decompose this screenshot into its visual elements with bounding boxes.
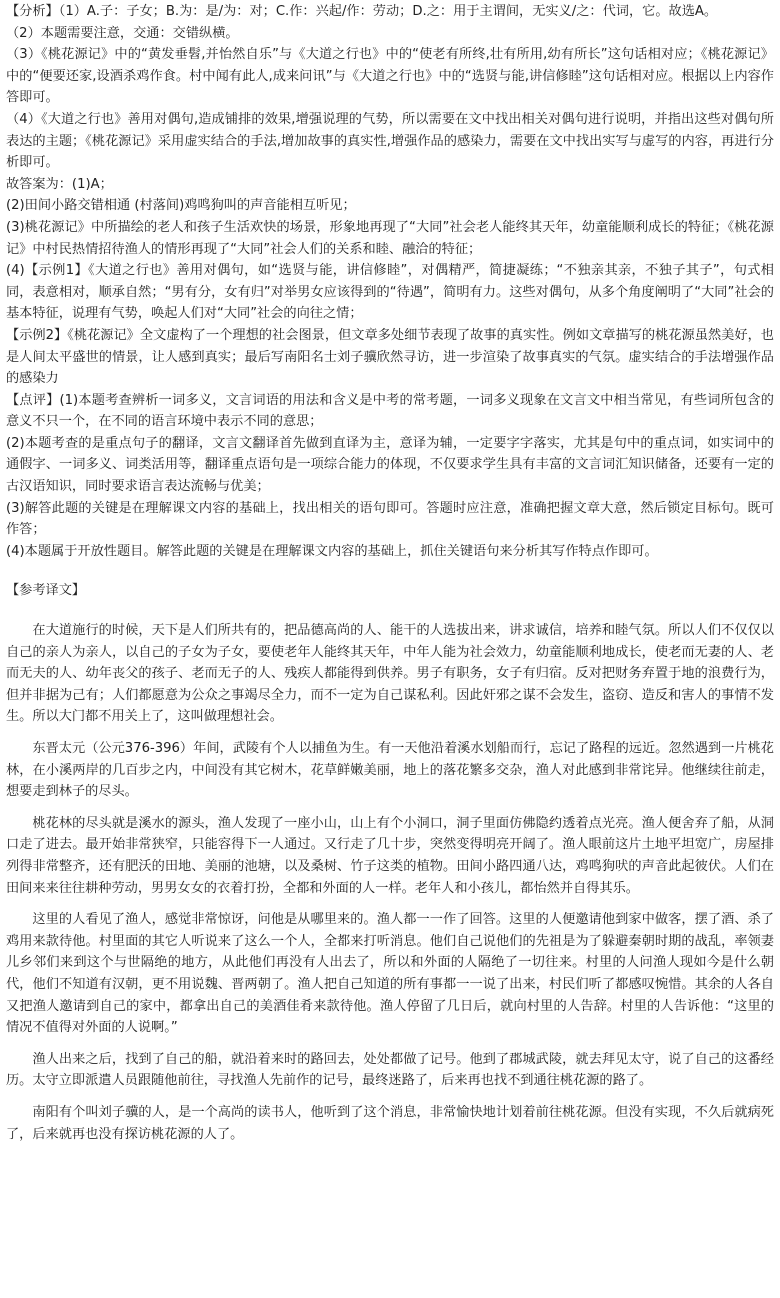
- answer-q4-example1: (4)【示例1】《大道之行也》善用对偶句，如“选贤与能，讲信修睦”，对偶精严，简捷凝练；“不独亲其亲，不独子其子”，句式相同，表意相对，顺承自然；“男有分，女有归”对举男女应该得到的“待遇”，简明有力。这些对偶句，从多个角度阐明了“大同”社会的基本特征，说理有气势，唤起人们对“大同”社会的向往之情；: [6, 263, 774, 322]
- answer-q4-example2: 【示例2】《桃花源记》全文虚构了一个理想的社会图景，但文章多处细节表现了故事的真实性。例如文章描写的桃花源虽然美好，也是人间太平盛世的情景，让人感到真实；最后写南阳名士刘子骥欣然寻访，进一步渲染了故事真实的气氛。虚实结合的手法增强作品的感染力: [6, 327, 774, 387]
- answer-q2: (2)田间小路交错相通 (村落间)鸡鸣狗叫的声音能相互听见；: [6, 198, 356, 214]
- translation-paragraph: 南阳有个叫刘子骥的人，是一个高尚的读书人，他听到了这个消息，非常愉快地计划着前往桃花源。但没有实现，不久后就病死了，后来就再也没有探访桃花源的人了。: [6, 1104, 774, 1142]
- comment-q2: (2)本题考查的是重点句子的翻译，文言文翻译首先做到直译为主，意译为辅，一定要字字落实，尤其是句中的重点词，如实词中的通假字、一词多义、词类活用等，翻译重点语句是一项综合能力的体现，不仅要求学生具有丰富的文言词汇知识储备，还要有一定的古汉语知识，同时要求语言表达流畅与优美；: [6, 435, 774, 495]
- spacer: [6, 728, 774, 738]
- answers-section: [6, 174, 774, 390]
- translation-section: [6, 620, 774, 1145]
- answer-q1: 故答案为：(1)A；: [6, 176, 113, 192]
- analysis-q3: （3）《桃花源记》中的“黄发垂髫,并怡然自乐”与《大道之行也》中的“使老有所终,壮有所用,幼有所长”这句话相对应；《桃花源记》中的“便要还家,设酒杀鸡作食。村中闻有此人,成来问讯”与《大道之行也》中的“选贤与能,讲信修睦”这句话相对应。根据以上内容作答即可。: [6, 47, 774, 106]
- translation-paragraph: 在大道施行的时候，天下是人们所共有的，把品德高尚的人、能干的人选拔出来，讲求诚信，培养和睦气氛。所以人们不仅仅以自己的亲人为亲人，以自己的子女为子女，要使老年人能终其天年，中年人能为社会效力，幼童能顺利地成长，使老而无妻的人、老而无夫的人、幼年丧父的孩子、老而无子的人、残疾人都能得到供养。男子有职务，女子有归宿。反对把财务弃置于地的浪费行为，但并非据为己有；人们都愿意为公众之事竭尽全力，而不一定为自己谋私利。因此奸邪之谋不会发生，盗窃、造反和害人的事情不发生。所以大门都不用关上了，这叫做理想社会。: [6, 623, 774, 725]
- translation-paragraph: 东晋太元（公元376-396）年间，武陵有个人以捕鱼为生。有一天他沿着溪水划船而行，忘记了路程的远近。忽然遇到一片桃花林，在小溪两岸的几百步之内，中间没有其它树木，花草鲜嫩美丽，地上的落花繁多交杂，渔人对此感到非常诧异。他继续往前走，想要走到林子的尽头。: [6, 741, 774, 800]
- analysis-q4: （4）《大道之行也》善用对偶句,造成铺排的效果,增强说理的气势，所以需要在文中找出相关对偶句进行说明，并指出这些对偶句所表达的主题；《桃花源记》采用虚实结合的手法,增加故事的真实性,增强作品的感染力，需要在文中找出实写与虚写的内容，再进行分析即可。: [6, 111, 774, 171]
- comment-q4: (4)本题属于开放性题目。解答此题的关键是在理解课文内容的基础上，抓住关键语句来分析其写作特点作即可。: [6, 543, 658, 559]
- comment-q1: 【点评】(1)本题考查辨析一词多义，文言词语的用法和含义是中考的常考题，一词多义现象在文言文中相当常见，有些词所包含的意义不只一个，在不同的语言环境中表示不同的意思；: [6, 392, 774, 430]
- translation-paragraph: 渔人出来之后，找到了自己的船，就沿着来时的路回去，处处都做了记号。他到了郡城武陵，就去拜见太守，说了自己的这番经历。太守立即派遣人员跟随他前往，寻找渔人先前作的记号，最终迷路了，后来再也找不到通往桃花源的路了。: [6, 1051, 774, 1089]
- spacer: [6, 899, 774, 909]
- analysis-q2: （2）本题需要注意，交通：交错纵横。: [6, 25, 239, 41]
- spacer: [6, 803, 774, 813]
- analysis-q1: 【分析】（1）A.子：子女；B.为：是/为：对；C.作：兴起/作：劳动；D.之：用于主谓间，无实义/之：代词，它。故选A。: [6, 4, 718, 19]
- spacer: [6, 602, 774, 620]
- spacer: [6, 1092, 774, 1102]
- spacer: [6, 1039, 774, 1049]
- comments-section: [6, 390, 774, 563]
- comment-q3: (3)解答此题的关键是在理解课文内容的基础上，找出相关的语句即可。答题时应注意，准确把握文章大意，然后锁定目标句。既可作答；: [6, 500, 774, 538]
- answer-q3: (3)桃花源记》中所描绘的老人和孩子生活欢快的场景，形象地再现了“大同”社会老人能终其天年，幼童能顺利成长的特征；《桃花源记》中村民热情招待渔人的情形再现了“大同”社会人们的关系和睦、融洽的特征；: [6, 219, 774, 257]
- analysis-section: [6, 1, 774, 174]
- reference-title: 【参考译文】: [6, 583, 86, 599]
- spacer: [6, 562, 774, 580]
- translation-paragraph: 这里的人看见了渔人，感觉非常惊讶，问他是从哪里来的。渔人都一一作了回答。这里的人便邀请他到家中做客，摆了酒、杀了鸡用来款待他。村里面的其它人听说来了这么一个人，全都来打听消息。他们自己说他们的先祖是为了躲避秦朝时期的战乱，率领妻儿乡邻们来到这个与世隔绝的地方，从此他们再没有人出去了，所以和外面的人隔绝了一切往来。村里的人问渔人现如今是什么朝代，他们不知道有汉朝，更不用说魏、晋两朝了。渔人把自己知道的所有事都一一说了出来，村民们听了都感叹惋惜。其余的人各自又把渔人邀请到自己的家中，都拿出自己的美酒佳肴来款待他。渔人停留了几日后，就向村里的人告辞。村里的人告诉他：“这里的情况不值得对外面的人说啊。”: [6, 912, 774, 1036]
- translation-paragraph: 桃花林的尽头就是溪水的源头，渔人发现了一座小山，山上有个小洞口，洞子里面仿佛隐约透着点光亮。渔人便舍弃了船，从洞口走了进去。最开始非常狭窄，只能容得下一人通过。又行走了几十步，突然变得明亮开阔了。渔人眼前这片土地平坦宽广，房屋排列得非常整齐，还有肥沃的田地、美丽的池塘，以及桑树、竹子这类的植物。田间小路四通八达，鸡鸣狗吠的声音此起彼伏。人们在田间来来往往耕种劳动，男男女女的衣着打扮，全都和外面的人一样。老年人和小孩儿，都怡然并自得其乐。: [6, 815, 774, 896]
